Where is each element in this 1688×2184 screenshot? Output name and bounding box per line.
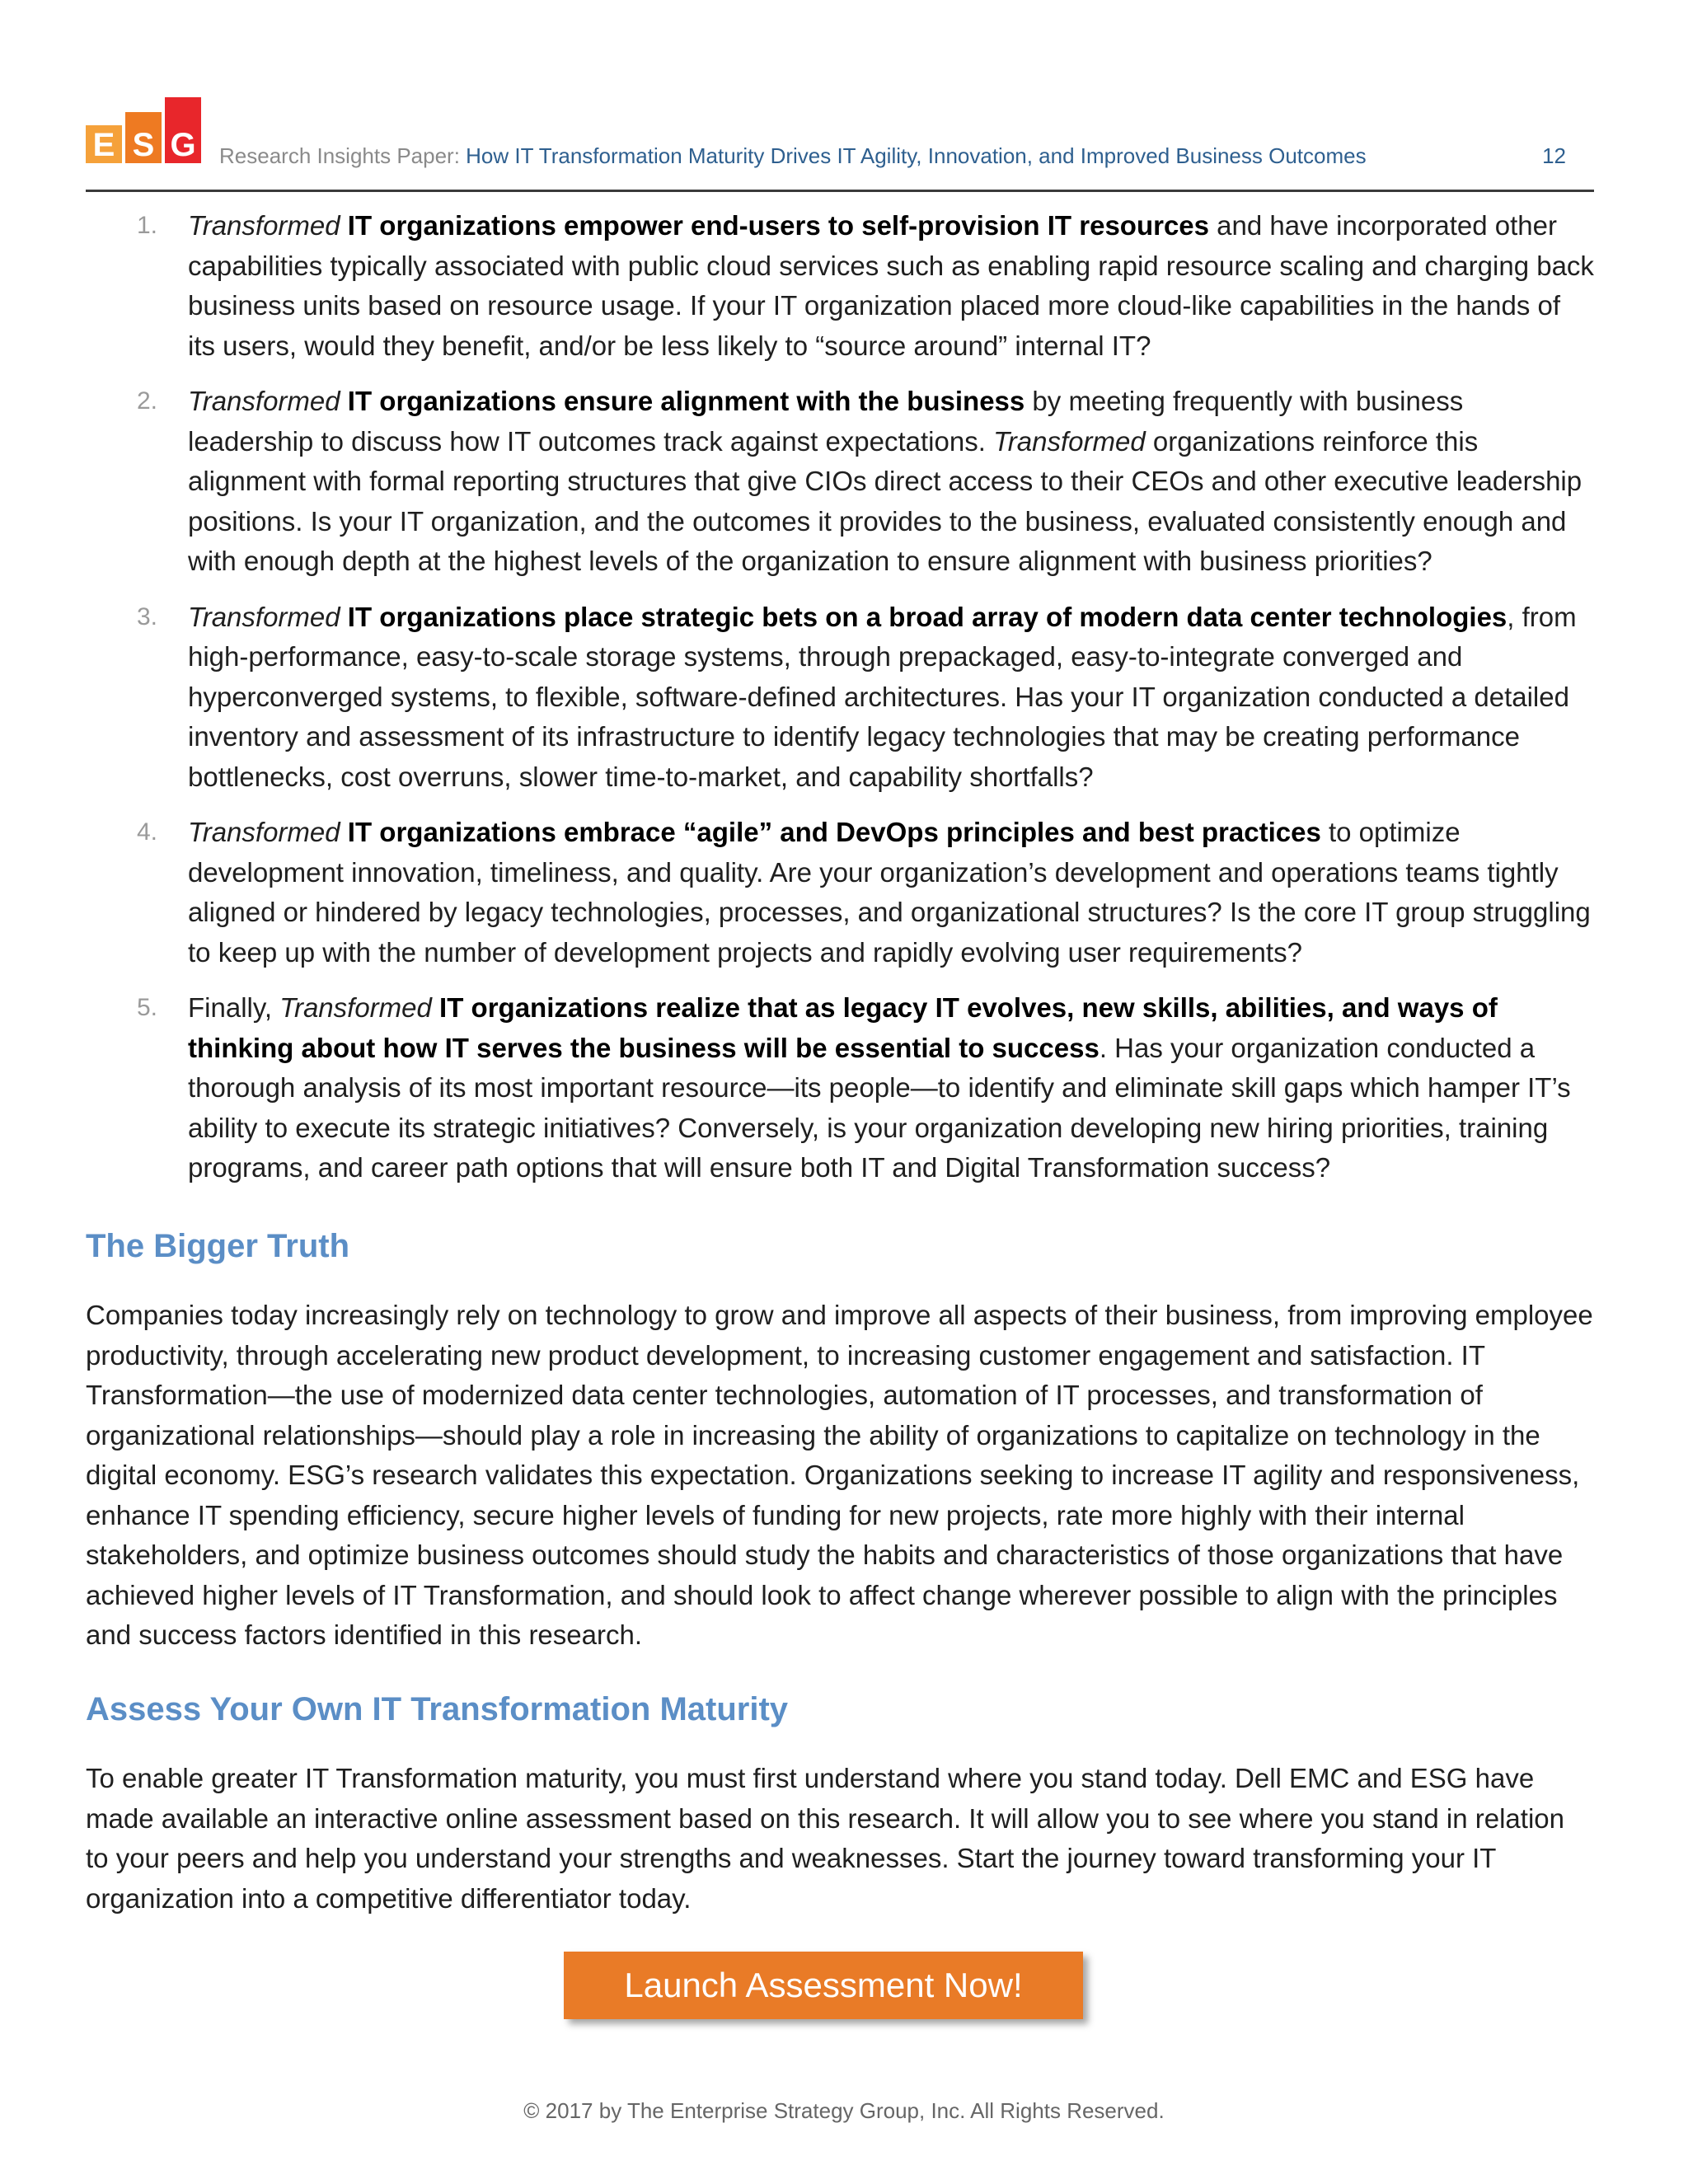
footer-copyright: © 2017 by The Enterprise Strategy Group, Inc. All Rights Reserved. xyxy=(523,2098,1165,2123)
numbered-list xyxy=(86,206,1594,1204)
header-text xyxy=(219,143,1367,169)
page-number: 12 xyxy=(1542,143,1566,168)
header-prefix: Research Insights Paper: xyxy=(219,143,467,168)
list-number: 5. xyxy=(137,994,158,1021)
list-item: 2. Transformed IT organizations ensure alignment with the business by meeting frequently with business leadership to discuss how IT outcomes track against expectations. Transformed organizations reinforce this alignment with formal reporting structures that give CIOs direct access to their CEOs and other executive leadership positions. Is your IT organization, and the outcomes it provides to the business, evaluated consistently enough and with enough depth at the highest levels of the organization to ensure alignment with business priorities? xyxy=(86,382,1594,582)
list-number: 3. xyxy=(137,602,158,630)
list-number: 4. xyxy=(137,818,158,846)
launch-assessment-button[interactable]: Launch Assessment Now! xyxy=(564,1952,1083,2019)
list-item: 3. Transformed IT organizations place strategic bets on a broad array of modern data center technologies, from high-performance, easy-to-scale storage systems, through prepackaged, easy-to-integrate converged and hyperconverged systems, to flexible, software-defined architectures. Has your IT organization conducted a detailed inventory and assessment of its infrastructure to identify legacy technologies that may be creating performance bottlenecks, cost overruns, slower time-to-market, and capability shortfalls? xyxy=(86,598,1594,798)
page-header xyxy=(86,97,1594,190)
list-item: 5. Finally, Transformed IT organizations realize that as legacy IT evolves, new skills, abilities, and ways of thinking about how IT serves the business will be essential to success. Has your organization conducted a thorough analysis of its most important resource—its people—to identify and eliminate skill gaps which hamper IT’s ability to execute its strategic initiatives? Conversely, is your organization developing new hiring priorities, training programs, and career path options that will ensure both IT and Digital Transformation success? xyxy=(86,988,1594,1188)
bigger-truth-paragraph: Companies today increasingly rely on technology to grow and improve all aspects of their business, from improving employee productivity, through accelerating new product development, to increasing customer engagement and satisfaction. IT Transformation—the use of modernized data center technologies, automation of IT processes, and transformation of organizational relationships—should play a role in increasing the ability of organizations to capitalize on technology in the digital economy. ESG’s research validates this expectation. Organizations seeking to increase IT agility and responsiveness, enhance IT spending efficiency, secure higher levels of funding for new projects, rate more highly with their internal stakeholders, and optimize business outcomes should study the habits and characteristics of those organizations that have achieved higher levels of IT Transformation, and should look to affect change wherever possible to align with the principles and success factors identified in this research. xyxy=(86,1300,1593,1650)
section-heading-bigger-truth: The Bigger Truth xyxy=(86,1228,349,1264)
section-heading-assess: Assess Your Own IT Transformation Maturity xyxy=(86,1691,789,1727)
assess-paragraph: To enable greater IT Transformation maturity, you must first understand where you stand today. Dell EMC and ESG have made available an interactive online assessment based on this research. It will allow you to see where you stand in relation to your peers and help you understand your strengths and weaknesses. Start the journey toward transforming your IT organization into a competitive differentiator today. xyxy=(86,1763,1564,1914)
list-item: 1. Transformed IT organizations empower end-users to self-provision IT resources and have incorporated other capabilities typically associated with public cloud services such as enabling rapid resource scaling and charging back business units based on resource usage. If your IT organization placed more cloud-like capabilities in the hands of its users, would they benefit, and/or be less likely to “source around” internal IT? xyxy=(86,206,1594,366)
list-number: 1. xyxy=(137,212,158,239)
list-item: 4. Transformed IT organizations embrace “agile” and DevOps principles and best practices to optimize development innovation, timeliness, and quality. Are your organization’s development and operations teams tightly aligned or hindered by legacy technologies, processes, and organizational structures? Is the core IT group struggling to keep up with the number of development projects and rapidly evolving user requirements? xyxy=(86,813,1594,972)
esg-logo: E S G xyxy=(86,97,204,163)
list-number: 2. xyxy=(137,387,158,415)
header-divider xyxy=(86,190,1594,192)
cta-container xyxy=(564,1952,1083,2019)
header-title: How IT Transformation Maturity Drives IT Agility, Innovation, and Improved Business Outcomes xyxy=(466,143,1367,168)
